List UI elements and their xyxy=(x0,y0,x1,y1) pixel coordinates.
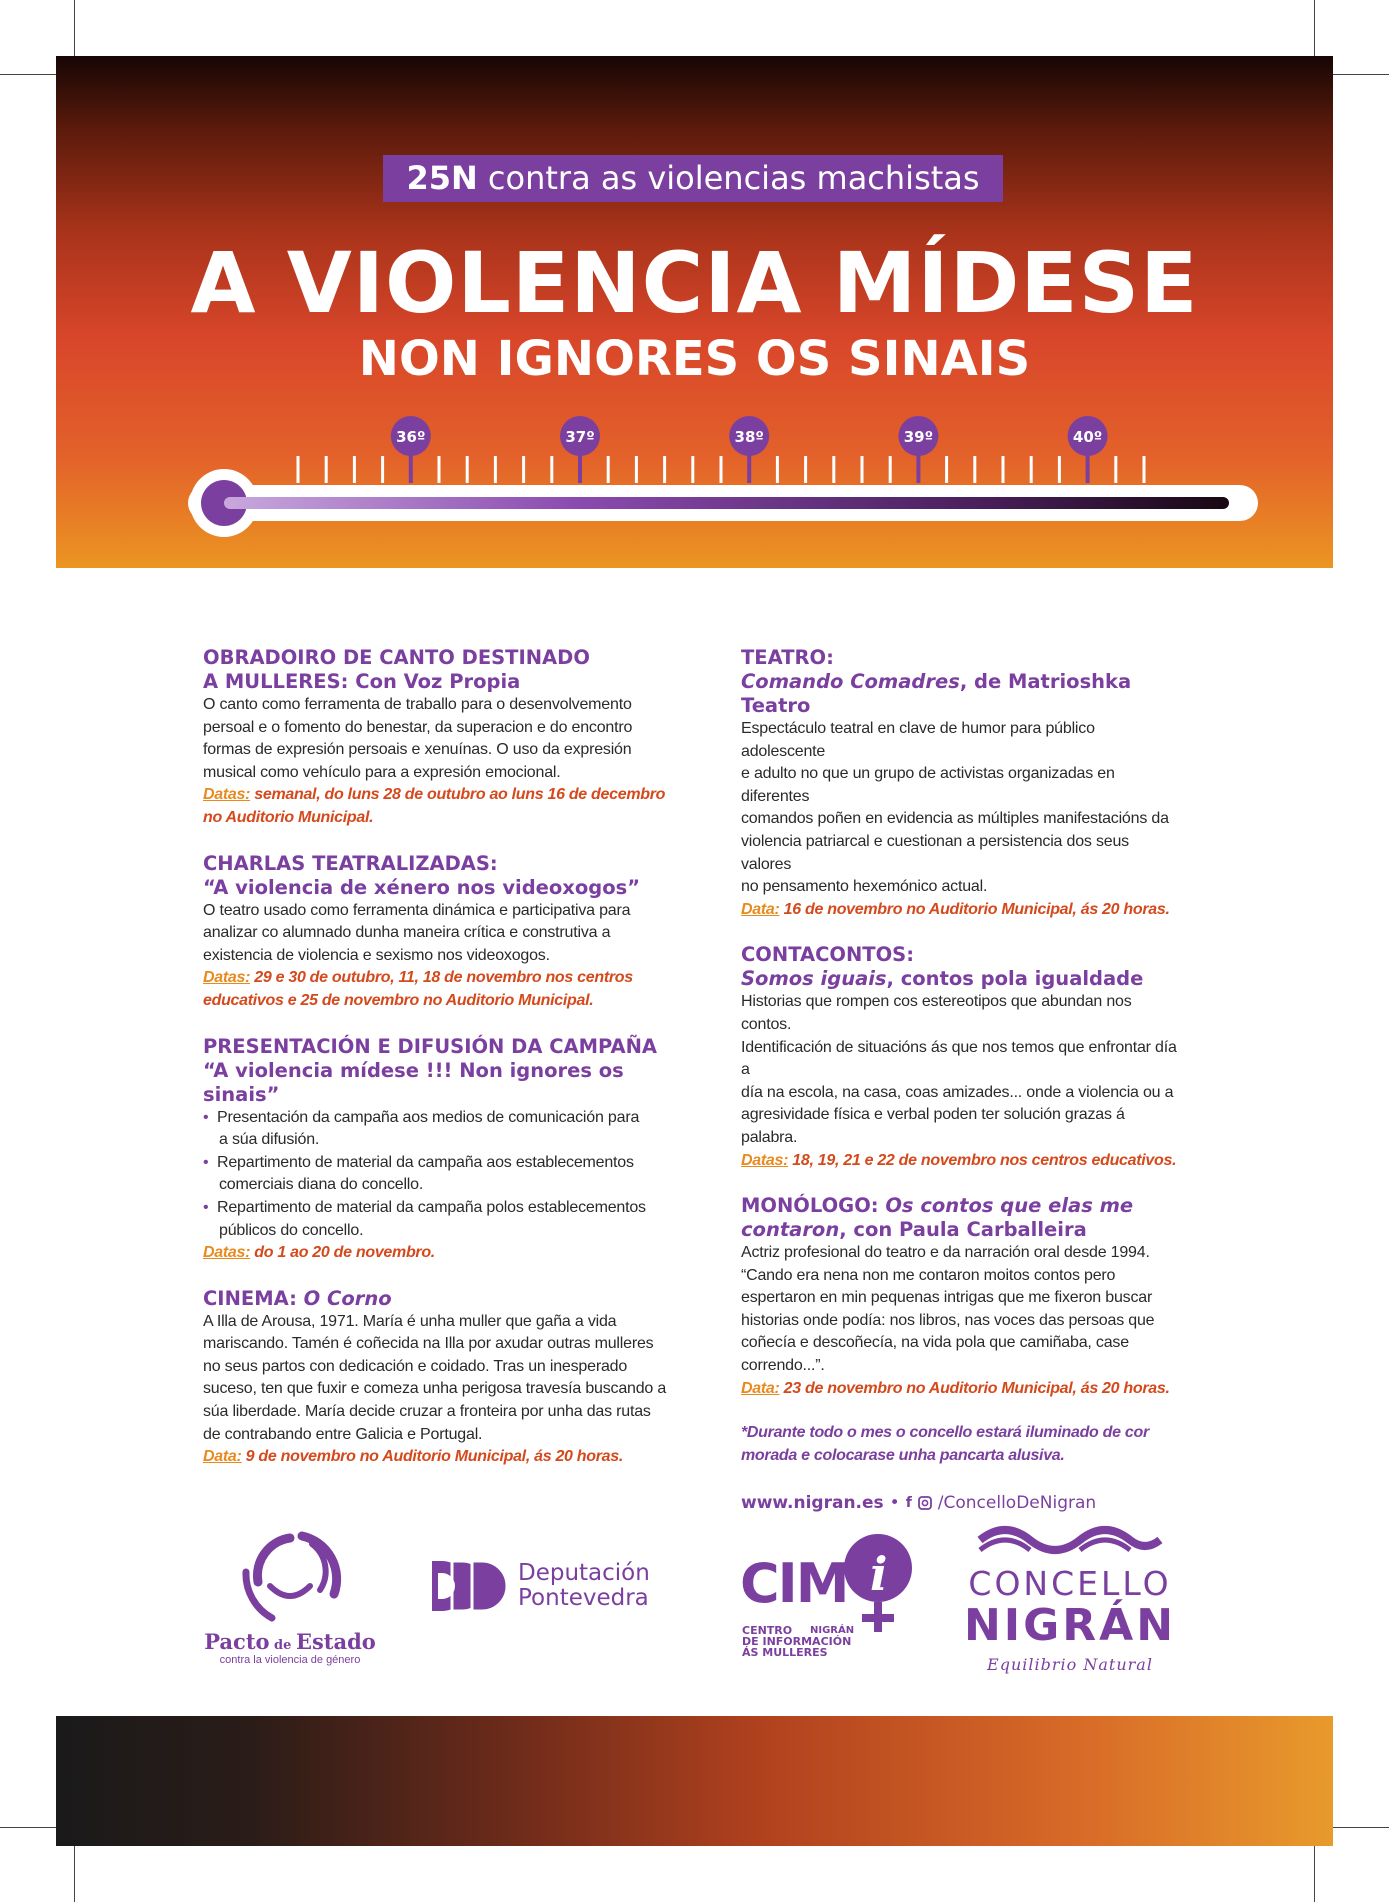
event-dates: Datas: semanal, do luns 28 de outubro ao luns 16 de decembro no Auditorio Municipal. xyxy=(203,786,666,826)
event-heading: MONÓLOGO: Os contos que elas me contaron, con Paula Carballeira xyxy=(741,1194,1134,1242)
degree-label: 40º xyxy=(1072,428,1103,446)
deputacion-mark-icon xyxy=(428,1555,508,1617)
social-handle[interactable]: /ConcelloDeNigran xyxy=(937,1493,1097,1514)
separator: • xyxy=(889,1493,900,1514)
event-cinema xyxy=(203,1287,673,1469)
hero-banner xyxy=(56,56,1333,568)
event-description: Historias que rompen cos estereotipos que abundan nos contos. Identificación de situacións ás que nos temos que enfrontar día a día na escola, na casa, coas amizades... onde a violencia ou a agresividade física e verbal poden ter solución grazas á palabra. xyxy=(741,993,1177,1146)
footer-band xyxy=(56,1716,1333,1846)
event-description: O canto como ferramenta de traballo para o desenvolvemento persoal e o fomento do benestar, da superacion e do encontro formas de expresión persoais e xenuínas. O uso da expresión musical como vehículo para a expresión emocional. xyxy=(203,696,633,781)
campaign-tag: 25N contra as violencias machistas xyxy=(383,155,1003,202)
event-charlas xyxy=(203,852,673,1013)
concello-tagline: Equilibrio Natural xyxy=(987,1655,1153,1674)
bullet-item: • Repartimento de material da campaña polos establecementos públicos do concello. xyxy=(203,1198,646,1239)
cim-logo xyxy=(738,1520,918,1680)
event-monologo xyxy=(741,1194,1181,1400)
thermometer-graphic xyxy=(56,56,1333,568)
event-heading: CINEMA: O Corno xyxy=(203,1286,392,1310)
event-dates: Datas: 29 e 30 de outubro, 11, 18 de novembro nos centros educativos e 25 de novembro no Auditorio Municipal. xyxy=(203,969,633,1009)
event-presentacion xyxy=(203,1035,673,1265)
svg-text:i: i xyxy=(870,1547,888,1601)
subheadline: NON IGNORES OS SINAIS xyxy=(358,331,1031,387)
event-dates: Data: 9 de novembro no Auditorio Municipal, ás 20 horas. xyxy=(203,1448,624,1466)
headline: A VIOLENCIA MÍDESE xyxy=(190,234,1199,332)
concello-nigran-logo xyxy=(960,1520,1180,1674)
facebook-icon[interactable]: f xyxy=(905,1495,912,1512)
instagram-icon[interactable] xyxy=(918,1496,932,1510)
degree-label: 37º xyxy=(565,428,595,446)
cim-town: NIGRÁN xyxy=(810,1625,855,1636)
event-bullets xyxy=(203,1107,673,1243)
left-column xyxy=(203,646,673,1491)
website-link[interactable]: www.nigran.es xyxy=(741,1493,884,1514)
event-description: A Illa de Arousa, 1971. María é unha muller que gaña a vida mariscando. Tamén é coñecida na Illa por axudar outras mulleres no seus partos con dedicación e coidado. Tras un inesperado suceso, ten que fuxir e comeza unha perigosa travesía buscando a súa liberdade. María decide cruzar a fronteira por unha das rutas de contrabando entre Galicia e Portugal. xyxy=(203,1312,667,1443)
deputacion-logo xyxy=(428,1555,688,1617)
degree-label: 39º xyxy=(903,428,934,446)
concello-label: CONCELLO xyxy=(968,1564,1172,1603)
crop-mark xyxy=(74,0,75,56)
thermometer-mercury xyxy=(224,497,1229,509)
event-obradoiro xyxy=(203,646,673,830)
crop-mark xyxy=(0,1827,56,1828)
cim-fullname: CENTRO DE INFORMACIÓN ÁS MULLERES xyxy=(742,1624,852,1659)
crop-mark xyxy=(1333,74,1389,75)
event-heading: PRESENTACIÓN E DIFUSIÓN DA CAMPAÑA “A violencia mídese !!! Non ignores os sinais” xyxy=(203,1034,658,1106)
event-heading: CONTACONTOS: Somos iguais, contos pola igualdade xyxy=(741,943,1144,991)
event-dates: Datas: 18, 19, 21 e 22 de novembro nos centros educativos. xyxy=(741,1151,1177,1169)
lighting-note: *Durante todo o mes o concello estará iluminado de cor morada e colocarase unha pancarta alusiva. xyxy=(741,1424,1149,1464)
event-dates: Datas: do 1 ao 20 de novembro. xyxy=(203,1244,435,1262)
bullet-item: • Repartimento de material da campaña aos establecementos comerciais diana do concello. xyxy=(203,1153,634,1194)
pacto-estado-logo xyxy=(200,1520,380,1666)
event-dates: Data: 16 de novembro no Auditorio Municipal, ás 20 horas. xyxy=(741,900,1170,918)
right-column xyxy=(741,646,1181,1513)
sponsor-logos xyxy=(0,1510,1389,1680)
crop-mark xyxy=(1314,0,1315,56)
crop-mark xyxy=(0,74,56,75)
bullet-item: • Presentación da campaña aos medios de comunicación para a súa difusión. xyxy=(203,1108,640,1149)
pacto-subtitle: contra la violencia de género xyxy=(219,1654,361,1666)
thermometer-ticks xyxy=(298,451,1144,483)
event-description: Espectáculo teatral en clave de humor para público adolescente e adulto no que un grupo de activistas organizadas en diferentes comandos poñen en evidencia as múltiples manifestacións da violencia patriarcal e cuestionan a persistencia dos seus valores no pensamento hexemónico actual. xyxy=(741,720,1169,896)
deputacion-name: Deputación Pontevedra xyxy=(518,1560,650,1611)
event-heading: OBRADOIRO DE CANTO DESTINADO A MULLERES: Con Voz Propia xyxy=(203,646,590,693)
pacto-smile-icon xyxy=(200,1520,380,1625)
event-contacontos xyxy=(741,943,1181,1172)
event-teatro xyxy=(741,646,1181,921)
concello-waves-icon xyxy=(975,1520,1165,1560)
cim-acronym: CIM xyxy=(740,1552,848,1615)
event-description: Actriz profesional do teatro e da narración oral desde 1994. “Cando era nena non me contaron moitos contos pero espertaron en min pequenas intrigas que me fixeron buscar historias onde podía: nos libros, nas voces das persoas que coñecía e descoñecía, na vida pola que camiñaba, case correndo...”. xyxy=(741,1244,1155,1375)
pacto-title: Pacto de Estado xyxy=(204,1629,376,1654)
event-dates: Data: 23 de novembro no Auditorio Municipal, ás 20 horas. xyxy=(741,1379,1170,1397)
degree-label: 36º xyxy=(396,428,426,446)
thermometer-markers xyxy=(391,416,1108,456)
crop-mark xyxy=(1314,1846,1315,1902)
crop-mark xyxy=(74,1846,75,1902)
event-heading: CHARLAS TEATRALIZADAS: “A violencia de xénero nos videoxogos” xyxy=(203,851,641,899)
event-heading: TEATRO: Comando Comadres, de Matrioshka Teatro xyxy=(741,646,1132,717)
concello-town: NIGRÁN xyxy=(963,1600,1177,1651)
degree-label: 38º xyxy=(734,428,764,446)
event-description: O teatro usado como ferramenta dinámica e participativa para analizar co alumnado dunha maneira crítica e construtiva a existencia de violencia e sexismo nos videoxogos. xyxy=(203,901,631,964)
crop-mark xyxy=(1333,1827,1389,1828)
